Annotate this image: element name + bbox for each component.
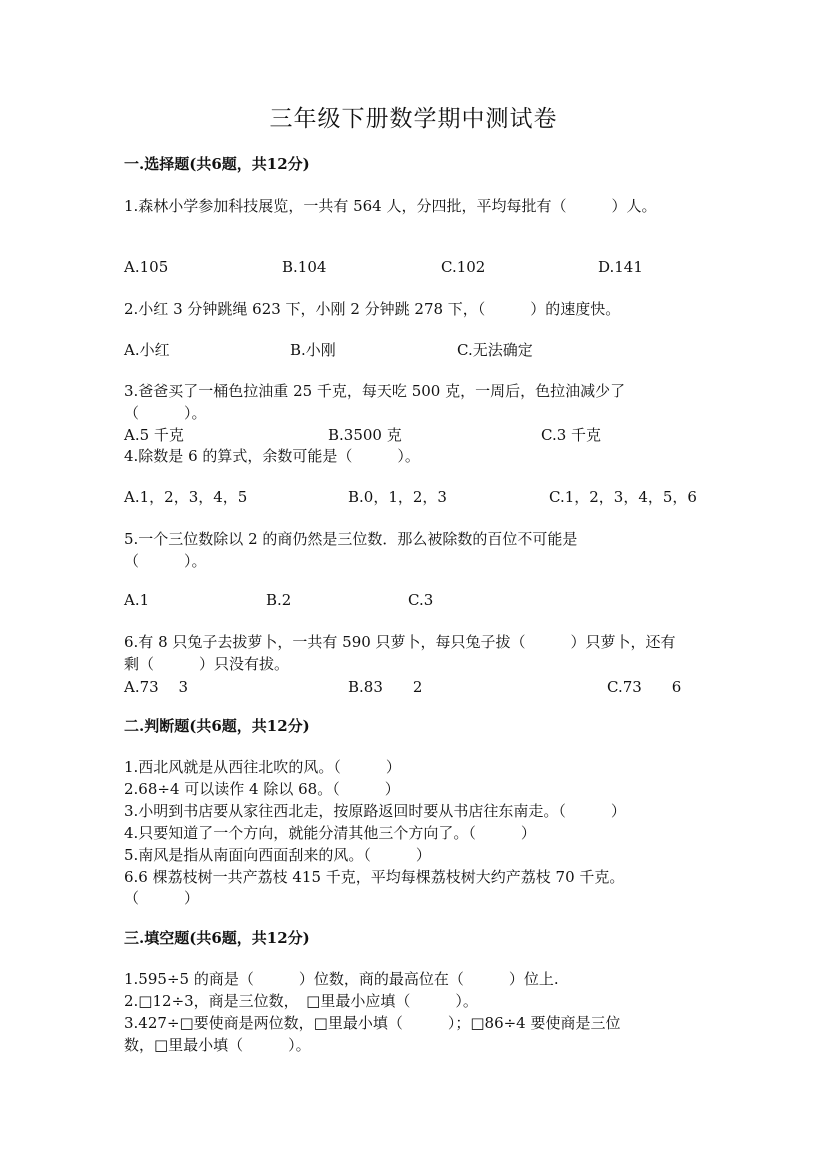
option-c: C.73 6 [607,678,682,696]
judgment-question: 1.西北风就是从西往北吹的风。（ ） [124,758,401,776]
option-a: A.1，2，3，4，5 [124,488,248,506]
judgment-question: 2.68÷4 可以读作 4 除以 68。（ ） [124,780,400,798]
question-text-continued: （ ）。 [124,404,207,422]
judgment-question: 5.南风是指从南面向西面刮来的风。（ ） [124,846,431,864]
option-c: C.102 [441,258,486,276]
option-c: C.无法确定 [457,341,533,359]
option-b: B.83 2 [348,678,423,696]
option-c: C.3 [408,591,434,609]
section-heading-choice: 一.选择题(共6题，共12分) [124,155,310,173]
question-text: 6.有 8 只兔子去拔萝卜，一共有 590 只萝卜，每只兔子拔（ ）只萝卜，还有 [124,633,676,651]
option-c: C.3 千克 [541,426,602,444]
fill-in-question-continued: 数，□里最小填（ ）。 [124,1036,311,1054]
judgment-question: 6.6 棵荔枝树一共产荔枝 415 千克，平均每棵荔枝树大约产荔枝 70 千克。 [124,868,625,886]
option-b: B.3500 克 [328,426,402,444]
fill-in-question: 1.595÷5 的商是（ ）位数，商的最高位在（ ）位上. [124,970,559,988]
option-a: A.小红 [124,341,170,359]
question-text: 3.爸爸买了一桶色拉油重 25 千克，每天吃 500 克，一周后，色拉油减少了 [124,382,626,400]
page-title: 三年级下册数学期中测试卷 [269,106,558,132]
option-b: B.0，1，2，3 [348,488,447,506]
fill-in-question: 3.427÷□要使商是两位数，□里最小填（ ）；□86÷4 要使商是三位 [124,1014,621,1032]
option-a: A.105 [124,258,169,276]
question-text: 1.森林小学参加科技展览，一共有 564 人，分四批，平均每批有（ ）人。 [124,197,657,215]
section-heading-fill-in: 三.填空题(共6题，共12分) [124,929,310,947]
section-heading-judgment: 二.判断题(共6题，共12分) [124,717,310,735]
fill-in-question: 2.□12÷3，商是三位数， □里最小应填（ ）。 [124,992,478,1010]
judgment-question: 4.只要知道了一个方向，就能分清其他三个方向了。（ ） [124,824,536,842]
question-text-continued: 剩（ ）只没有拔。 [124,655,290,673]
judgment-question: 3.小明到书店要从家往西北走，按原路返回时要从书店往东南走。（ ） [124,802,626,820]
question-text: 4.除数是 6 的算式，余数可能是（ ）。 [124,447,420,465]
option-a: A.73 3 [124,678,188,696]
option-a: A.5 千克 [124,426,184,444]
judgment-question-continued: （ ） [124,889,200,907]
option-d: D.141 [598,258,643,276]
option-b: B.小刚 [290,341,336,359]
option-c: C.1，2，3，4，5，6 [549,488,697,506]
option-b: B.2 [266,591,292,609]
option-b: B.104 [282,258,327,276]
option-a: A.1 [124,591,150,609]
question-text: 5.一个三位数除以 2 的商仍然是三位数．那么被除数的百位不可能是 [124,530,578,548]
question-text: 2.小红 3 分钟跳绳 623 下，小刚 2 分钟跳 278 下，（ ）的速度快。 [124,300,621,318]
question-text-continued: （ ）。 [124,552,207,570]
